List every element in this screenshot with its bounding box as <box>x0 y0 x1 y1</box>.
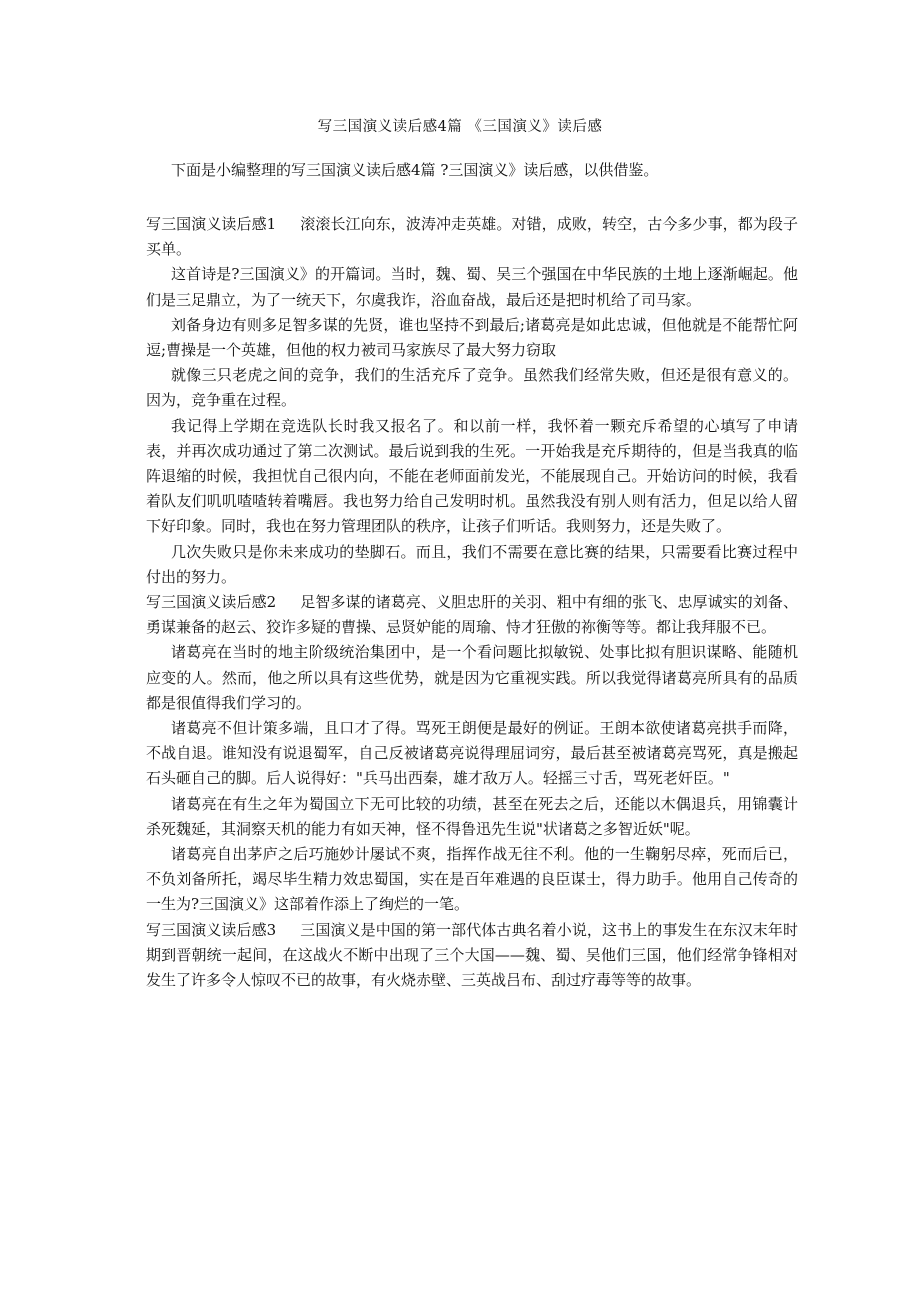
paragraph: 就像三只老虎之间的竞争，我们的生活充斥了竞争。虽然我们经常失败，但还是很有意义的。因为，竞争重在过程。 <box>146 366 798 410</box>
section-1-opening <box>146 212 798 262</box>
section-heading: 写三国演义读后感2 <box>146 593 277 612</box>
paragraph: 诸葛亮在有生之年为蜀国立下无可比较的功绩，甚至在死去之后，还能以木偶退兵，用锦囊计杀死魏延，其洞察天机的能力有如天神，怪不得鲁迅先生说"状诸葛之多智近妖"呢。 <box>146 794 798 838</box>
paragraph: 这首诗是?三国演义》的开篇词。当时，魏、蜀、吴三个强国在中华民族的土地上逐渐崛起。他们是三足鼎立，为了一统天下，尔虞我诈，浴血奋战，最后还是把时机给了司马家。 <box>146 265 798 309</box>
section-heading: 写三国演义读后感3 <box>146 920 277 939</box>
paragraph: 诸葛亮自出茅庐之后巧施妙计屡试不爽，指挥作战无往不利。他的一生鞠躬尽瘁，死而后已，不负刘备所托，竭尽毕生精力效忠蜀国，实在是百年难遇的良臣谋士，得力助手。他用自己传奇的一生为?三国演义》这部着作添上了绚烂的一笔。 <box>146 845 798 914</box>
section-heading: 写三国演义读后感1 <box>146 215 277 233</box>
section-2-opening <box>146 590 798 640</box>
intro-paragraph: 下面是小编整理的写三国演义读后感4篇 ?三国演义》读后感，以供借鉴。 <box>171 161 659 179</box>
document-body <box>146 212 798 993</box>
document-title: 写三国演义读后感4篇 《三国演义》读后感 <box>317 119 603 135</box>
section-first-text: 三国演义是中国的第一部代体古典名着小说，这书上的事发生在东汉末年时期到晋朝统一起间，在这战火不断中出现了三个大国——魏、蜀、吴他们三国，他们经常争锋相对发生了许多令人惊叹不已的故事，有火烧赤壁、三英战吕布、刮过疗毒等等的故事。 <box>146 920 798 990</box>
paragraph: 诸葛亮在当时的地主阶级统治集团中，是一个看问题比拟敏锐、处事比拟有胆识谋略、能随机应变的人。然而，他之所以具有这些优势，就是因为它重视实践。所以我觉得诸葛亮所具有的品质都是很值得我们学习的。 <box>146 643 798 712</box>
section-3-opening <box>146 918 798 994</box>
paragraph: 几次失败只是你未来成功的垫脚石。而且，我们不需要在意比赛的结果，只需要看比赛过程中付出的努力。 <box>146 542 798 586</box>
paragraph: 刘备身边有则多足智多谋的先贤，谁也坚持不到最后;诸葛亮是如此忠诚，但他就是不能帮忙阿逗;曹操是一个英雄，但他的权力被司马家族尽了最大努力窃取 <box>146 315 798 360</box>
paragraph: 我记得上学期在竞选队长时我又报名了。和以前一样，我怀着一颗充斥希望的心填写了申请表，并再次成功通过了第二次测试。最后说到我的生死。一开始我是充斥期待的，但是当我真的临阵退缩的时候，我担忧自己很内向，不能在老师面前发光，不能展现自己。开始访问的时候，我看着队友们叽叽喳喳转着嘴唇。我也努力给自己发明时机。虽然我没有别人则有活力，但足以给人留下好印象。同时，我也在努力管理团队的秩序，让孩子们听话。我则努力，还是失败了。 <box>146 416 798 536</box>
section-first-text: 足智多谋的诸葛亮、义胆忠肝的关羽、粗中有细的张飞、忠厚诚实的刘备、勇谋兼备的赵云、狡诈多疑的曹操、忌贤妒能的周瑜、恃才狂傲的祢衡等等。都让我拜服不已。 <box>146 593 798 637</box>
section-first-text: 滚滚长江向东，波涛冲走英雄。对错，成败，转空，古今多少事，都为段子买单。 <box>146 215 798 259</box>
paragraph: 诸葛亮不但计策多端，且口才了得。骂死王朗便是最好的例证。王朗本欲使诸葛亮拱手而降，不战自退。谁知没有说退蜀军，自己反被诸葛亮说得理屈词穷，最后甚至被诸葛亮骂死，真是搬起石头砸自己的脚。后人说得好："兵马出西秦，雄才敌万人。轻摇三寸舌，骂死老奸臣。" <box>146 719 798 788</box>
